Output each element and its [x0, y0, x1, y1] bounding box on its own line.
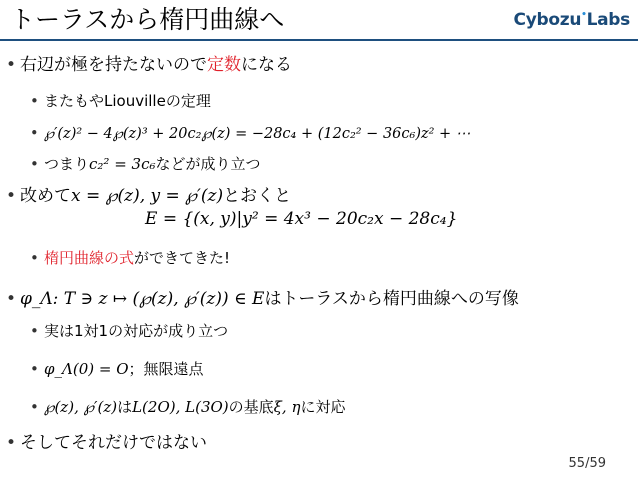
bullet-icon: • — [6, 433, 17, 453]
bullet-icon: • — [30, 398, 39, 416]
bullet-4: • そしてそれだけではない — [6, 433, 207, 453]
page-number: 55/59 — [568, 456, 606, 471]
page-title: トーラスから楕円曲線へ — [10, 5, 285, 34]
sub-bullet-basis: • ℘(z), ℘′(z)はL(2O), L(3O)の基底ξ, ηに対応 — [30, 398, 346, 416]
bullet-icon: • — [30, 126, 39, 142]
bullet-icon: • — [6, 55, 17, 75]
bullet-icon: • — [30, 360, 39, 378]
sub-bullet-liouville: • またもやLiouvilleの定理 — [30, 92, 211, 110]
highlight-text: 楕円曲線の式 — [44, 249, 135, 267]
bullet-icon: • — [6, 289, 17, 309]
sub-bullet-infinity: • φ_Λ(0) = O；無限遠点 — [30, 360, 204, 378]
highlight-text: 定数 — [207, 55, 241, 75]
title-divider — [0, 39, 638, 41]
elliptic-curve-equation: E = {(x, y)|y² = 4x³ − 20c₂x − 28c₄} — [145, 209, 458, 229]
sub-bullet-bijection: • 実は1対1の対応が成り立つ — [30, 322, 229, 340]
cybozu-labs-logo: Cybozu•Labs — [513, 10, 630, 30]
sub-bullet-curve: • 楕円曲線の式ができてきた! — [30, 249, 231, 267]
bullet-icon: • — [6, 186, 17, 206]
bullet-icon: • — [30, 155, 39, 173]
bullet-3: • φ_Λ: T ∋ z ↦ (℘(z), ℘′(z)) ∈ Eはトーラスから楕円曲線への写像 — [6, 289, 519, 309]
sub-bullet-relation: • つまりc₂² = 3c₆などが成り立つ — [30, 155, 261, 173]
sub-bullet-equation: • ℘′(z)² − 4℘(z)³ + 20c₂℘(z) = −28c₄ + (12c₂² − 36c₆)z² + ⋯ — [30, 126, 471, 142]
bullet-1: • 右辺が極を持たないので定数になる — [6, 55, 292, 75]
bullet-icon: • — [30, 322, 39, 340]
bullet-icon: • — [30, 92, 39, 110]
bullet-icon: • — [30, 249, 39, 267]
bullet-2: • 改めてx = ℘(z), y = ℘′(z)とおくと — [6, 186, 292, 206]
